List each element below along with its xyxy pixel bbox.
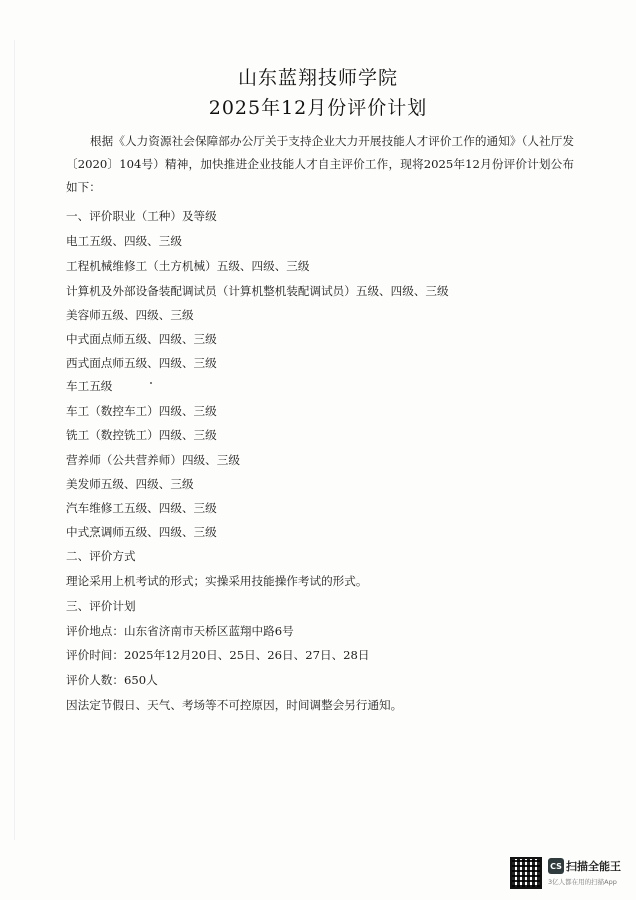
section1-heading: 一、评价职业（工种）及等级 [66, 209, 217, 223]
document-title: 山东蓝翔技师学院 [237, 67, 398, 89]
occupation-item: 西式面点师五级、四级、三级 [66, 356, 217, 370]
occupation-item: 铣工（数控铣工）四级、三级 [66, 428, 217, 442]
occupation-item: 营养师（公共营养师）四级、三级 [66, 453, 240, 467]
occupation-item: 工程机械维修工（土方机械）五级、四级、三级 [66, 259, 310, 273]
qr-code [510, 857, 542, 889]
method-text: 理论采用上机考试的形式；实操采用技能操作考试的形式。 [66, 574, 368, 588]
document-subtitle: 2025年12月份评价计划 [208, 97, 428, 119]
occupation-item: 中式烹调师五级、四级、三级 [66, 525, 217, 539]
section3-heading: 三、评价计划 [66, 599, 136, 613]
count-text: 评价人数：650人 [66, 673, 158, 687]
occupation-item: 汽车维修工五级、四级、三级 [66, 501, 217, 515]
time-text: 评价时间：2025年12月20日、25日、26日、27日、28日 [66, 648, 370, 662]
occupation-item: 车工五级 [66, 379, 113, 393]
occupation-item: 美容师五级、四级、三级 [66, 308, 194, 322]
note-text: 因法定节假日、天气、考场等不可控原因，时间调整会另行通知。 [66, 698, 403, 712]
occupation-item: 电工五级、四级、三级 [66, 234, 182, 248]
intro-paragraph: 根据《人力资源社会保障部办公厅关于支持企业大力开展技能人才评价工作的通知》（人社厅发〔2020〕104号）精神，加快推进企业技能人才自主评价工作，现将2025年12月份评价计划公布如下： [66, 134, 574, 194]
scan-speck [150, 382, 152, 384]
scanner-tagline: 3亿人都在用的扫描App [548, 878, 617, 886]
location-text: 评价地点：山东省济南市天桥区蓝翔中路6号 [66, 624, 294, 638]
section2-heading: 二、评价方式 [66, 549, 136, 563]
occupation-item: 计算机及外部设备装配调试员（计算机整机装配调试员）五级、四级、三级 [66, 284, 449, 298]
scanner-app-name: 扫描全能王 [566, 860, 621, 873]
occupation-item: 中式面点师五级、四级、三级 [66, 332, 217, 346]
occupation-item: 美发师五级、四级、三级 [66, 477, 194, 491]
occupation-item: 车工（数控车工）四级、三级 [66, 404, 217, 418]
scan-edge [14, 40, 15, 840]
camscanner-logo-icon: CS [548, 858, 564, 874]
